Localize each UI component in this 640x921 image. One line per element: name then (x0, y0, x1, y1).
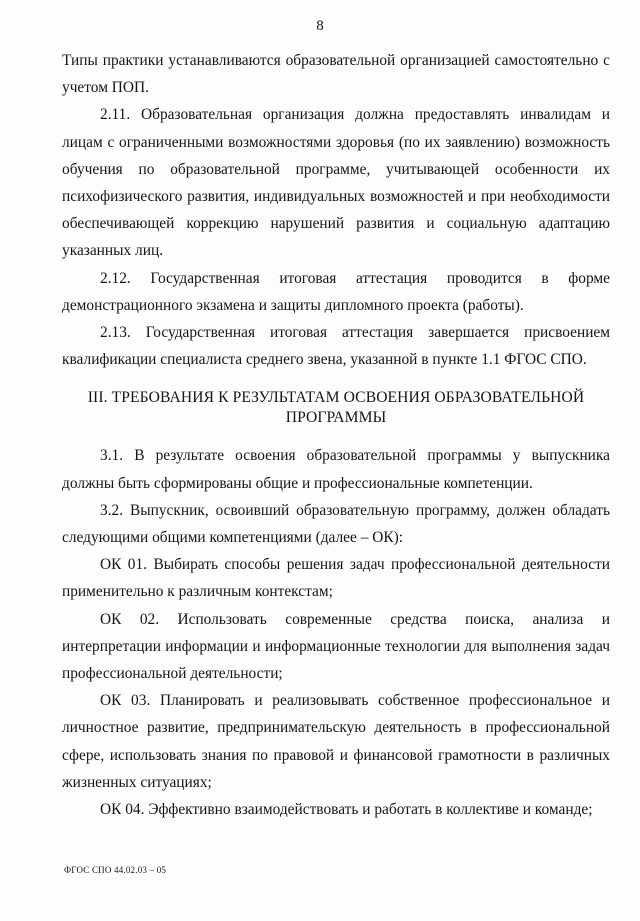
competency-ok-04: ОК 04. Эффективно взаимодействовать и работать в коллективе и команде; (100, 801, 593, 819)
document-body (62, 47, 610, 823)
section-heading-iii: III. ТРЕБОВАНИЯ К РЕЗУЛЬТАТАМ ОСВОЕНИЯ ОБРАЗОВАТЕЛЬНОЙ ПРОГРАММЫ (87, 389, 585, 427)
paragraph-3-1: 3.1. В результате освоения образовательной программы у выпускника должны быть сформированы общие и профессиональные компетенции. (62, 447, 610, 492)
paragraph-2-12: 2.12. Государственная итоговая аттестация проводится в форме демонстрационного экзамена и защиты дипломного проекта (работы). (62, 269, 610, 314)
competency-ok-01: ОК 01. Выбирать способы решения задач профессиональной деятельности применительно к различным контекстам; (62, 556, 610, 601)
competency-ok-02: ОК 02. Использовать современные средства поиска, анализа и интерпретации информации и информационные технологии для выполнения задач профессиональной деятельности; (62, 610, 610, 683)
paragraph-3-2: 3.2. Выпускник, освоивший образовательную программу, должен обладать следующими общими компетенциями (далее – ОК): (62, 501, 610, 547)
paragraph-2-13: 2.13. Государственная итоговая аттестация завершается присвоением квалификации специалиста среднего звена, указанной в пункте 1.1 ФГОС СПО. (62, 324, 610, 369)
paragraph-2-11: 2.11. Образовательная организация должна предоставлять инвалидам и лицам с ограниченными возможностями здоровья (по их заявлению) возможность обучения по образовательной программе, учитывающей особенности их психофизического развития, индивидуальных возможностей и при необходимости обеспечивающей коррекцию нарушений развития и социальную адаптацию указанных лиц. (62, 106, 610, 260)
page-footer: ФГОС СПО 44.02.03 – 05 (64, 865, 167, 875)
paragraph-practice-types: Типы практики устанавливаются образовательной организацией самостоятельно с учетом ПОП. (62, 52, 610, 97)
competency-ok-03: ОК 03. Планировать и реализовывать собственное профессиональное и личностное развитие, предпринимательскую деятельность в профессиональной сфере, использовать знания по правовой и финансовой грамотности в различных жизненных ситуациях; (62, 692, 610, 791)
page-number: 8 (316, 18, 324, 34)
